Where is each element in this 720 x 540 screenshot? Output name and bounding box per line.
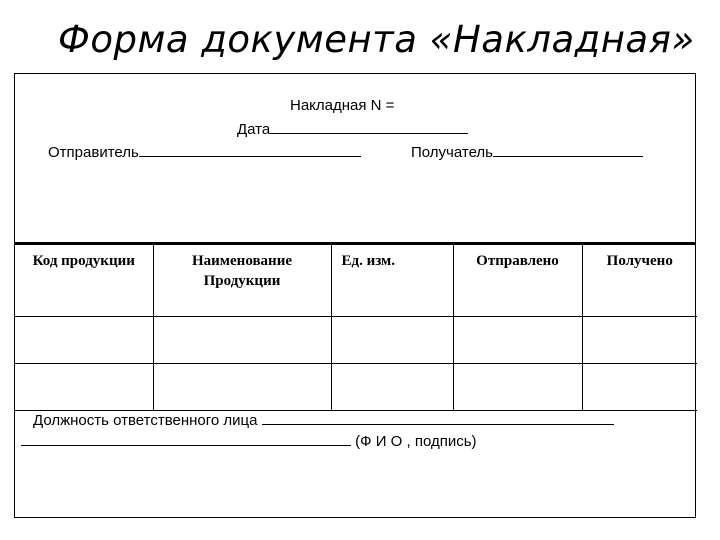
table-cell[interactable] — [15, 316, 153, 363]
column-header-unit: Ед. изм. — [331, 245, 453, 316]
sender-line — [139, 142, 361, 157]
page-title: Форма документа «Накладная» — [58, 18, 695, 61]
table-row — [15, 363, 697, 410]
column-header-sent: Отправлено — [453, 245, 582, 316]
table-cell[interactable] — [15, 363, 153, 410]
signature-field[interactable] — [21, 431, 477, 450]
date-line — [270, 119, 468, 134]
responsible-field[interactable] — [33, 410, 614, 429]
invoice-form — [14, 73, 696, 518]
form-header — [15, 74, 695, 245]
invoice-number-label: Накладная N = — [290, 97, 395, 114]
recipient-label: Получатель — [411, 144, 493, 161]
goods-table-wrapper — [15, 245, 695, 411]
responsible-line — [262, 410, 614, 425]
table-cell[interactable] — [153, 363, 331, 410]
table-cell[interactable] — [582, 316, 697, 363]
table-cell[interactable] — [331, 363, 453, 410]
column-header-name: Наименование Продукции — [153, 245, 331, 316]
signature-line — [21, 431, 351, 446]
column-header-code: Код продукции — [15, 245, 153, 316]
table-row — [15, 316, 697, 363]
signature-caption: (Ф И О , подпись) — [355, 433, 477, 450]
recipient-field[interactable] — [411, 142, 643, 161]
table-header-row — [15, 245, 697, 316]
recipient-line — [493, 142, 643, 157]
date-field[interactable] — [237, 119, 468, 138]
table-cell[interactable] — [453, 363, 582, 410]
sender-label: Отправитель — [48, 144, 139, 161]
responsible-label: Должность ответственного лица — [33, 412, 258, 429]
table-cell[interactable] — [453, 316, 582, 363]
column-header-received: Получено — [582, 245, 697, 316]
sender-field[interactable] — [48, 142, 361, 161]
date-label: Дата — [237, 121, 271, 138]
goods-table — [15, 245, 697, 411]
table-cell[interactable] — [582, 363, 697, 410]
table-cell[interactable] — [331, 316, 453, 363]
table-cell[interactable] — [153, 316, 331, 363]
